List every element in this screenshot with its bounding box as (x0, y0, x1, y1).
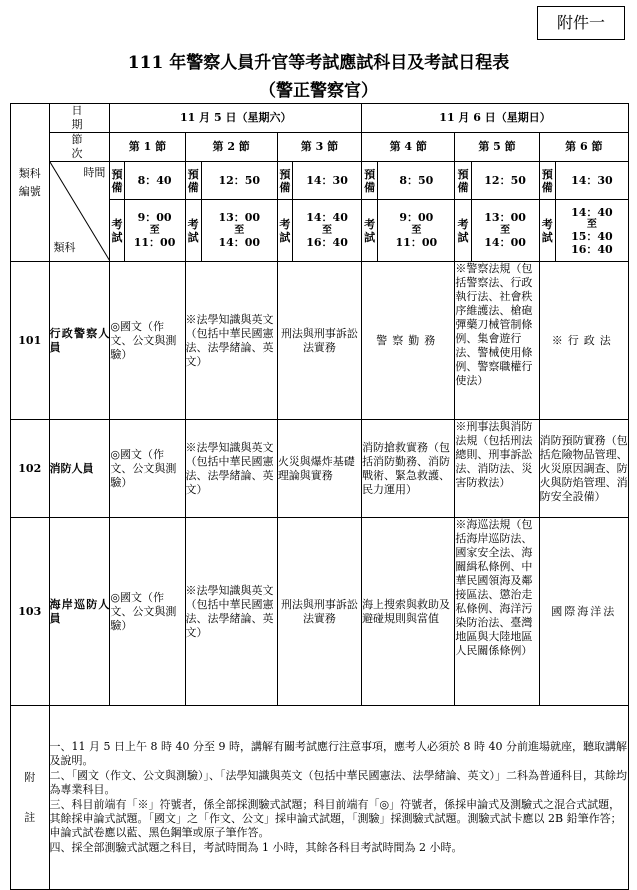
session-6: 第 6 節 (539, 133, 628, 162)
exam-label: 考試 (279, 217, 291, 244)
notes-label: 附註 (11, 706, 50, 890)
exam-label: 考試 (111, 217, 123, 244)
exam-time-5: 13：00 至 14：00 (471, 200, 539, 262)
time-label: 時間 (83, 166, 106, 179)
prep-time-2: 12：50 (201, 162, 277, 200)
subject-session-6: ※行政法 (539, 262, 628, 420)
date-label: 日 期 (49, 104, 110, 133)
subject-session-4: 海上搜索與救助及避碰規則與當值 (362, 518, 455, 706)
prep-time-6: 14：30 (555, 162, 628, 200)
subject-session-4: 警察勤務 (362, 262, 455, 420)
exam-label: 考試 (457, 217, 469, 244)
note-item: 三、科目前端有「※」符號者，係全部採測驗式試題；科目前端有「◎」符號者，係採申論式及測驗式之混合式試題，其餘採申論式試題。「國文」之「作文、公文」採申論式試題，「測驗」採測驗式試題。測驗式試卡應以 2B 鉛筆作答；申論式試卷應以藍、黑色鋼筆或原子筆作答。 (49, 797, 622, 839)
session-label: 節 次 (49, 133, 110, 162)
subject-session-4: 消防搶救實務（包括消防勤務、消防戰術、緊急救護、民力運用） (362, 420, 455, 518)
subject-session-3: 火災與爆炸基礎理論與實務 (277, 420, 361, 518)
prep-label: 預備 (541, 167, 553, 194)
category-code: 102 (11, 420, 50, 518)
subject-session-1: ◎國文（作文、公文與測驗） (110, 262, 185, 420)
prep-time-5: 12：50 (471, 162, 539, 200)
session-4: 第 4 節 (362, 133, 455, 162)
prep-label: 預備 (364, 167, 376, 194)
exam-time-1: 9：00 至 11：00 (124, 200, 185, 262)
subject-session-2: ※法學知識與英文（包括中華民國憲法、法學緒論、英文） (185, 262, 277, 420)
subject-session-6: 國際海洋法 (539, 518, 628, 706)
subject-session-3: 刑法與刑事訴訟法實務 (277, 518, 361, 706)
subject-session-1: ◎國文（作文、公文與測驗） (110, 420, 185, 518)
page-title: 111 年警察人員升官等考試應試科目及考試日程表 (127, 53, 510, 73)
prep-time-1: 8：40 (124, 162, 185, 200)
subject-session-2: ※法學知識與英文（包括中華民國憲法、法學緒論、英文） (185, 518, 277, 706)
category-name: 消防人員 (49, 420, 110, 518)
table-row (11, 420, 629, 518)
exam-label: 考試 (187, 217, 199, 244)
category-label: 類科 (53, 241, 76, 254)
table-row (11, 518, 629, 706)
prep-label: 預備 (111, 167, 123, 194)
schedule-table (10, 103, 629, 890)
note-item: 二、「國文（作文、公文與測驗）」、「法學知識與英文（包括中華民國憲法、法學緒論、英文）」二科為普通科目，其餘均為專業科目。 (49, 768, 628, 796)
notes-section (49, 706, 628, 890)
session-1: 第 1 節 (110, 133, 185, 162)
note-item: 一、11 月 5 日上午 8 時 40 分至 9 時，講解有關考試應行注意事項，應考人必須於 8 時 40 分前進場就座，聽取講解及說明。 (49, 739, 627, 767)
subject-session-3: 刑法與刑事訴訟法實務 (277, 262, 361, 420)
exam-label: 考試 (364, 217, 376, 244)
exam-time-2: 13：00 至 14：00 (201, 200, 277, 262)
table-row (11, 262, 629, 420)
exam-time-6: 14：40 至 15：40 16：40 (555, 200, 628, 262)
session-5: 第 5 節 (455, 133, 539, 162)
subject-session-6: 消防預防實務（包括危險物品管理、火災原因調查、防火與防焰管理、消防安全設備） (539, 420, 628, 518)
category-code: 103 (11, 518, 50, 706)
prep-time-4: 8：50 (378, 162, 455, 200)
category-code-header: 類科編號 (11, 104, 50, 262)
prep-time-3: 14：30 (293, 162, 362, 200)
subject-session-5: ※海巡法規（包括海岸巡防法、國家安全法、海關緝私條例、中華民國領海及鄰接區法、懲治走私條例、海洋污染防治法、臺灣地區與大陸地區人民關係條例） (455, 518, 539, 706)
page-subtitle: （警正警察官） (259, 81, 378, 101)
prep-label: 預備 (457, 167, 469, 194)
prep-label: 預備 (187, 167, 199, 194)
subject-session-5: ※刑事法與消防法規（包括刑法總則、刑事訴訟法、消防法、災害防救法） (455, 420, 539, 518)
subject-session-5: ※警察法規（包括警察法、行政執行法、社會秩序維護法、槍砲彈藥刀械管制條例、集會遊行法、警械使用條例、警察職權行使法） (455, 262, 539, 420)
session-2: 第 2 節 (185, 133, 277, 162)
note-item: 四、採全部測驗式試題之科目，考試時間為 1 小時，其餘各科目考試時間為 2 小時。 (49, 840, 463, 854)
prep-label: 預備 (279, 167, 291, 194)
day2-label: 11 月 6 日（星期日） (362, 104, 629, 133)
annex-label: 附件一 (537, 6, 625, 40)
day1-label: 11 月 5 日（星期六） (110, 104, 362, 133)
exam-time-4: 9：00 至 11：00 (378, 200, 455, 262)
subject-session-1: ◎國文（作文、公文與測驗） (110, 518, 185, 706)
time-category-corner (49, 162, 110, 262)
exam-time-3: 14：40 至 16：40 (293, 200, 362, 262)
exam-label: 考試 (541, 217, 553, 244)
session-3: 第 3 節 (277, 133, 361, 162)
category-name: 行政警察人員 (49, 262, 110, 420)
category-code: 101 (11, 262, 50, 420)
subject-session-2: ※法學知識與英文（包括中華民國憲法、法學緒論、英文） (185, 420, 277, 518)
category-name: 海岸巡防人員 (49, 518, 110, 706)
